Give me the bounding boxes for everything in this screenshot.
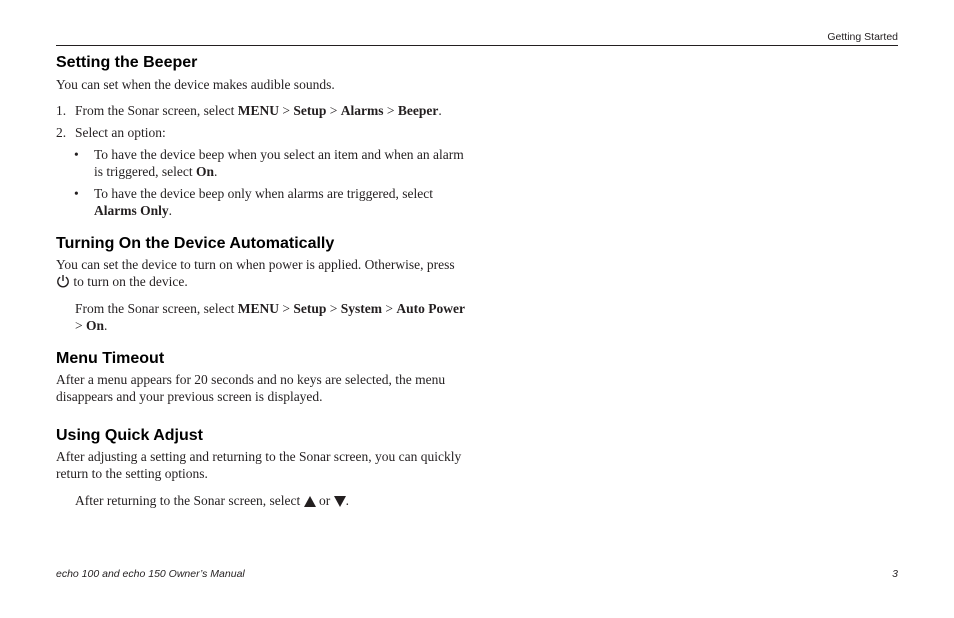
section-text: After a menu appears for 20 seconds and no keys are selected, the menu disappears and your previous screen is displayed. <box>56 372 446 404</box>
separator: > <box>381 301 397 316</box>
step-2 <box>56 124 468 141</box>
section-title: Using Quick Adjust <box>56 427 203 444</box>
bullet-text: To have the device beep only when alarms are triggered, select <box>94 186 434 201</box>
period: . <box>168 203 173 218</box>
section-title: Setting the Beeper <box>56 54 198 71</box>
section-beeper <box>56 53 468 93</box>
down-arrow-icon <box>334 494 346 511</box>
quick-adjust-step <box>56 492 468 511</box>
bullet-dot: • <box>74 186 79 201</box>
on-option: On <box>86 318 105 333</box>
section-title: Menu Timeout <box>56 350 165 367</box>
separator: > <box>326 103 341 118</box>
auto-on-step <box>56 300 468 334</box>
system-option: System <box>340 301 382 316</box>
step-text: Select an option: <box>75 125 166 140</box>
running-header: Getting Started <box>827 31 898 43</box>
separator: > <box>75 318 86 333</box>
footer-manual-title: echo 100 and echo 150 Owner’s Manual <box>56 568 245 580</box>
power-icon <box>56 274 70 292</box>
bullet-alarms-only <box>56 185 468 219</box>
step-text: From the Sonar screen, select <box>75 103 238 118</box>
separator: > <box>278 103 294 118</box>
period: . <box>213 164 218 179</box>
intro-text: to turn on the device. <box>70 274 188 289</box>
step-text: From the Sonar screen, select <box>75 301 238 316</box>
section-menu-timeout <box>56 349 468 405</box>
auto-power-option: Auto Power <box>396 301 465 316</box>
separator: > <box>278 301 294 316</box>
intro-text: You can set the device to turn on when power is applied. Otherwise, press <box>56 257 455 272</box>
setup-option: Setup <box>293 103 327 118</box>
section-intro: You can set when the device makes audible sounds. <box>56 77 335 92</box>
or-text: or <box>315 493 334 508</box>
step-text: After returning to the Sonar screen, select <box>75 493 304 508</box>
menu-key: MENU <box>237 301 279 316</box>
separator: > <box>326 301 341 316</box>
section-auto-on <box>56 234 468 292</box>
bullet-text: To have the device beep when you select an item and when an alarm is triggered, select <box>94 147 464 179</box>
beeper-option: Beeper <box>397 103 439 118</box>
step-number: 1. <box>56 103 67 118</box>
period: . <box>345 493 350 508</box>
section-quick-adjust <box>56 426 468 482</box>
period: . <box>104 318 108 333</box>
header-rule <box>56 45 898 46</box>
section-intro <box>56 256 468 292</box>
period: . <box>438 103 442 118</box>
step-number: 2. <box>56 125 67 140</box>
separator: > <box>383 103 398 118</box>
alarms-option: Alarms <box>340 103 384 118</box>
bullet-dot: • <box>74 147 79 162</box>
alarms-only-option: Alarms Only <box>94 203 169 218</box>
up-arrow-icon <box>304 494 316 511</box>
step-1 <box>56 102 468 119</box>
menu-key: MENU <box>237 103 279 118</box>
page-number: 3 <box>892 568 898 580</box>
section-title: Turning On the Device Automatically <box>56 235 335 252</box>
bullet-on <box>56 146 468 180</box>
section-text: After adjusting a setting and returning to the Sonar screen, you can quickly return to the setting options. <box>56 449 462 481</box>
setup-option: Setup <box>293 301 327 316</box>
on-option: On <box>195 164 214 179</box>
